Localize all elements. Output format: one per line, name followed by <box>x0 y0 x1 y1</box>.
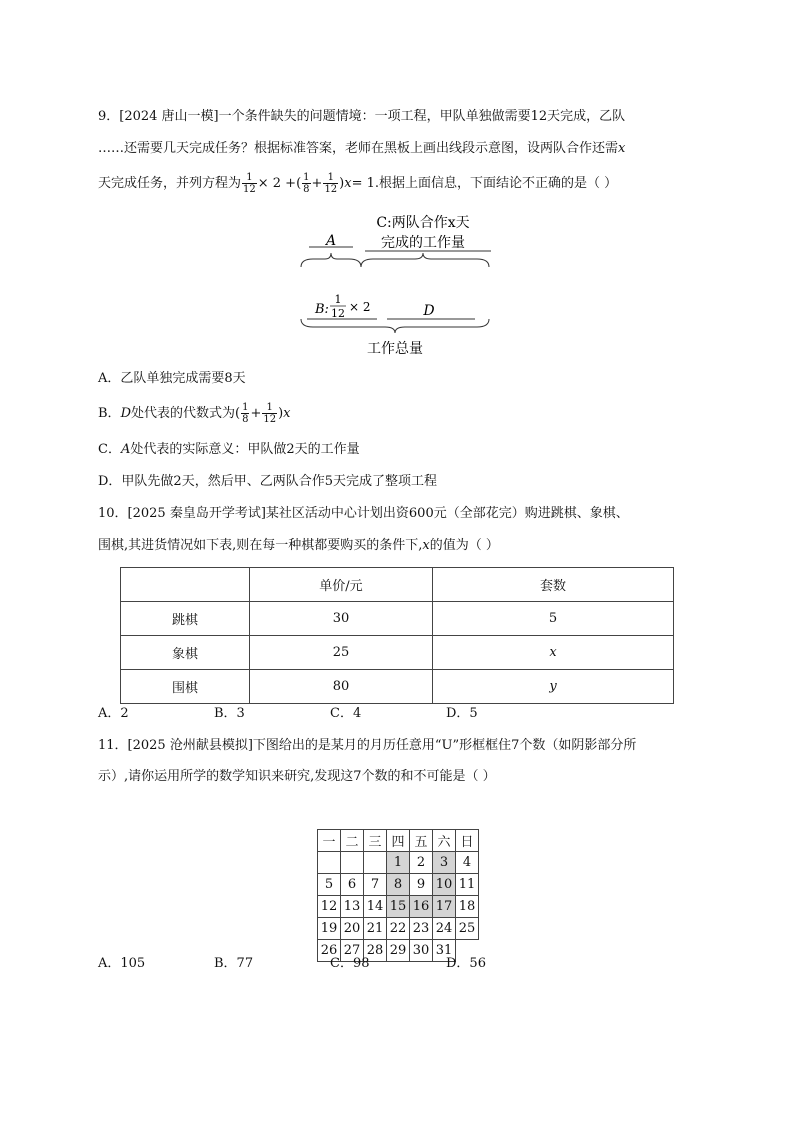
table-header-row <box>121 568 674 602</box>
calendar-day: 12 <box>318 896 341 918</box>
weekday-cell: 一 <box>318 830 341 852</box>
q9-option-b[interactable]: B．D处代表的代数式为( $\frac{1}{8}$ + $\frac{1}{12}$ )x <box>98 402 291 425</box>
calendar-day-shaded: 3 <box>433 852 456 874</box>
diagram-b-denominator: 12 <box>331 307 345 320</box>
calendar-day <box>318 852 341 874</box>
calendar-day: 19 <box>318 918 341 940</box>
q11-option-c[interactable]: C．98 <box>330 956 370 971</box>
calendar-day: 24 <box>433 918 456 940</box>
calendar-week-row <box>318 852 479 874</box>
calendar-weekday-row <box>318 830 479 852</box>
q9-option-a[interactable]: A．乙队单独完成需要8天 <box>98 371 246 386</box>
diagram-b-times: × 2 <box>349 300 371 314</box>
calendar-day: 9 <box>410 874 433 896</box>
calendar-day: 2 <box>410 852 433 874</box>
purchase-table <box>120 567 674 704</box>
weekday-cell: 三 <box>364 830 387 852</box>
table-cell: y <box>433 670 674 704</box>
diagram-label-a: A <box>325 233 337 249</box>
calendar-day-shaded: 17 <box>433 896 456 918</box>
table-header-cell: 套数 <box>433 568 674 602</box>
q11-option-d[interactable]: D．56 <box>446 956 486 971</box>
calendar-day-shaded: 16 <box>410 896 433 918</box>
q10-option-d[interactable]: D．5 <box>446 706 478 721</box>
calendar-day-shaded: 15 <box>387 896 410 918</box>
table-cell: 80 <box>250 670 433 704</box>
calendar-day: 18 <box>456 896 479 918</box>
q11-option-a[interactable]: A．105 <box>98 956 146 971</box>
table-cell: 跳棋 <box>121 602 250 636</box>
diagram-label-d: D <box>423 303 435 319</box>
table-cell: 5 <box>433 602 674 636</box>
table-row <box>121 670 674 704</box>
q10-options <box>98 704 562 724</box>
weekday-cell: 二 <box>341 830 364 852</box>
q11-options <box>98 954 562 974</box>
table-row <box>121 602 674 636</box>
table-header-cell: 单价/元 <box>250 568 433 602</box>
diagram-b-numerator: 1 <box>334 293 342 306</box>
weekday-cell: 四 <box>387 830 410 852</box>
calendar-day: 11 <box>456 874 479 896</box>
diagram-label-c-1: C:两队合作x天 <box>376 215 470 231</box>
calendar-day: 7 <box>364 874 387 896</box>
table-cell: 围棋 <box>121 670 250 704</box>
calendar-day: 23 <box>410 918 433 940</box>
q11-line-1: 11．[2025 沧州献县模拟]下图给出的是某月的月历任意用“U”形框框住7个数（如阴影部分所 <box>98 738 637 753</box>
calendar-grid <box>317 829 479 962</box>
table-cell: 象棋 <box>121 636 250 670</box>
calendar-day: 20 <box>341 918 364 940</box>
calendar-day: 30 <box>410 940 433 962</box>
table-row <box>121 636 674 670</box>
q9-line-3-equation: 天完成任务，并列方程为 $\frac{1}{12}$ × 2 +( $\frac{1}{8}$ + $\frac{1}{12}$ )x= 1.根据上面信息，下面结论不正确的是（ ） <box>98 172 618 195</box>
calendar-week-row <box>318 918 479 940</box>
q10-option-b[interactable]: B．3 <box>214 706 245 721</box>
calendar-day: 31 <box>433 940 456 962</box>
calendar-day: 21 <box>364 918 387 940</box>
q9-option-d[interactable]: D．甲队先做2天，然后甲、乙两队合作5天完成了整项工程 <box>98 474 437 489</box>
calendar-day <box>341 852 364 874</box>
table-cell: 30 <box>250 602 433 636</box>
diagram-label-b: B: <box>315 302 329 317</box>
table-header-cell <box>121 568 250 602</box>
line-segment-diagram <box>295 205 505 360</box>
q10-line-1: 10．[2025 秦皇岛开学考试]某社区活动中心计划出资600元（全部花完）购进跳棋、象棋、 <box>98 506 629 521</box>
calendar-day-shaded: 8 <box>387 874 410 896</box>
weekday-cell: 六 <box>433 830 456 852</box>
calendar-day <box>364 852 387 874</box>
weekday-cell: 日 <box>456 830 479 852</box>
calendar-week-row <box>318 896 479 918</box>
table-cell: 25 <box>250 636 433 670</box>
calendar-day: 22 <box>387 918 410 940</box>
calendar-day: 4 <box>456 852 479 874</box>
calendar-day: 13 <box>341 896 364 918</box>
calendar-day: 5 <box>318 874 341 896</box>
q10-option-c[interactable]: C．4 <box>330 706 362 721</box>
weekday-cell: 五 <box>410 830 433 852</box>
table-cell: x <box>433 636 674 670</box>
diagram-label-total: 工作总量 <box>367 341 423 357</box>
calendar-day: 6 <box>341 874 364 896</box>
calendar-day: 29 <box>387 940 410 962</box>
q9-line-1: 9．[2024 唐山一模]一个条件缺失的问题情境：一项工程，甲队单独做需要12天完成，乙队 <box>98 109 626 124</box>
q11-line-2: 示）,请你运用所学的数学知识来研究,发现这7个数的和不可能是（ ） <box>98 769 496 784</box>
calendar-day: 27 <box>341 940 364 962</box>
q9-line-2: ……还需要几天完成任务？根据标准答案，老师在黑板上画出线段示意图，设两队合作还需x <box>98 141 626 156</box>
calendar-day-shaded: 1 <box>387 852 410 874</box>
calendar-day: 14 <box>364 896 387 918</box>
q9-option-c[interactable]: C．A处代表的实际意义：甲队做2天的工作量 <box>98 442 360 457</box>
calendar-day-shaded: 10 <box>433 874 456 896</box>
calendar-day: 28 <box>364 940 387 962</box>
diagram-label-c-2: 完成的工作量 <box>381 235 465 251</box>
q11-option-b[interactable]: B．77 <box>214 956 254 971</box>
calendar-week-row <box>318 874 479 896</box>
q10-option-a[interactable]: A．2 <box>98 706 129 721</box>
calendar-day: 26 <box>318 940 341 962</box>
calendar-day: 25 <box>456 918 479 940</box>
q10-line-2: 围棋,其进货情况如下表,则在每一种棋都要购买的条件下,x的值为（ ） <box>98 538 499 553</box>
